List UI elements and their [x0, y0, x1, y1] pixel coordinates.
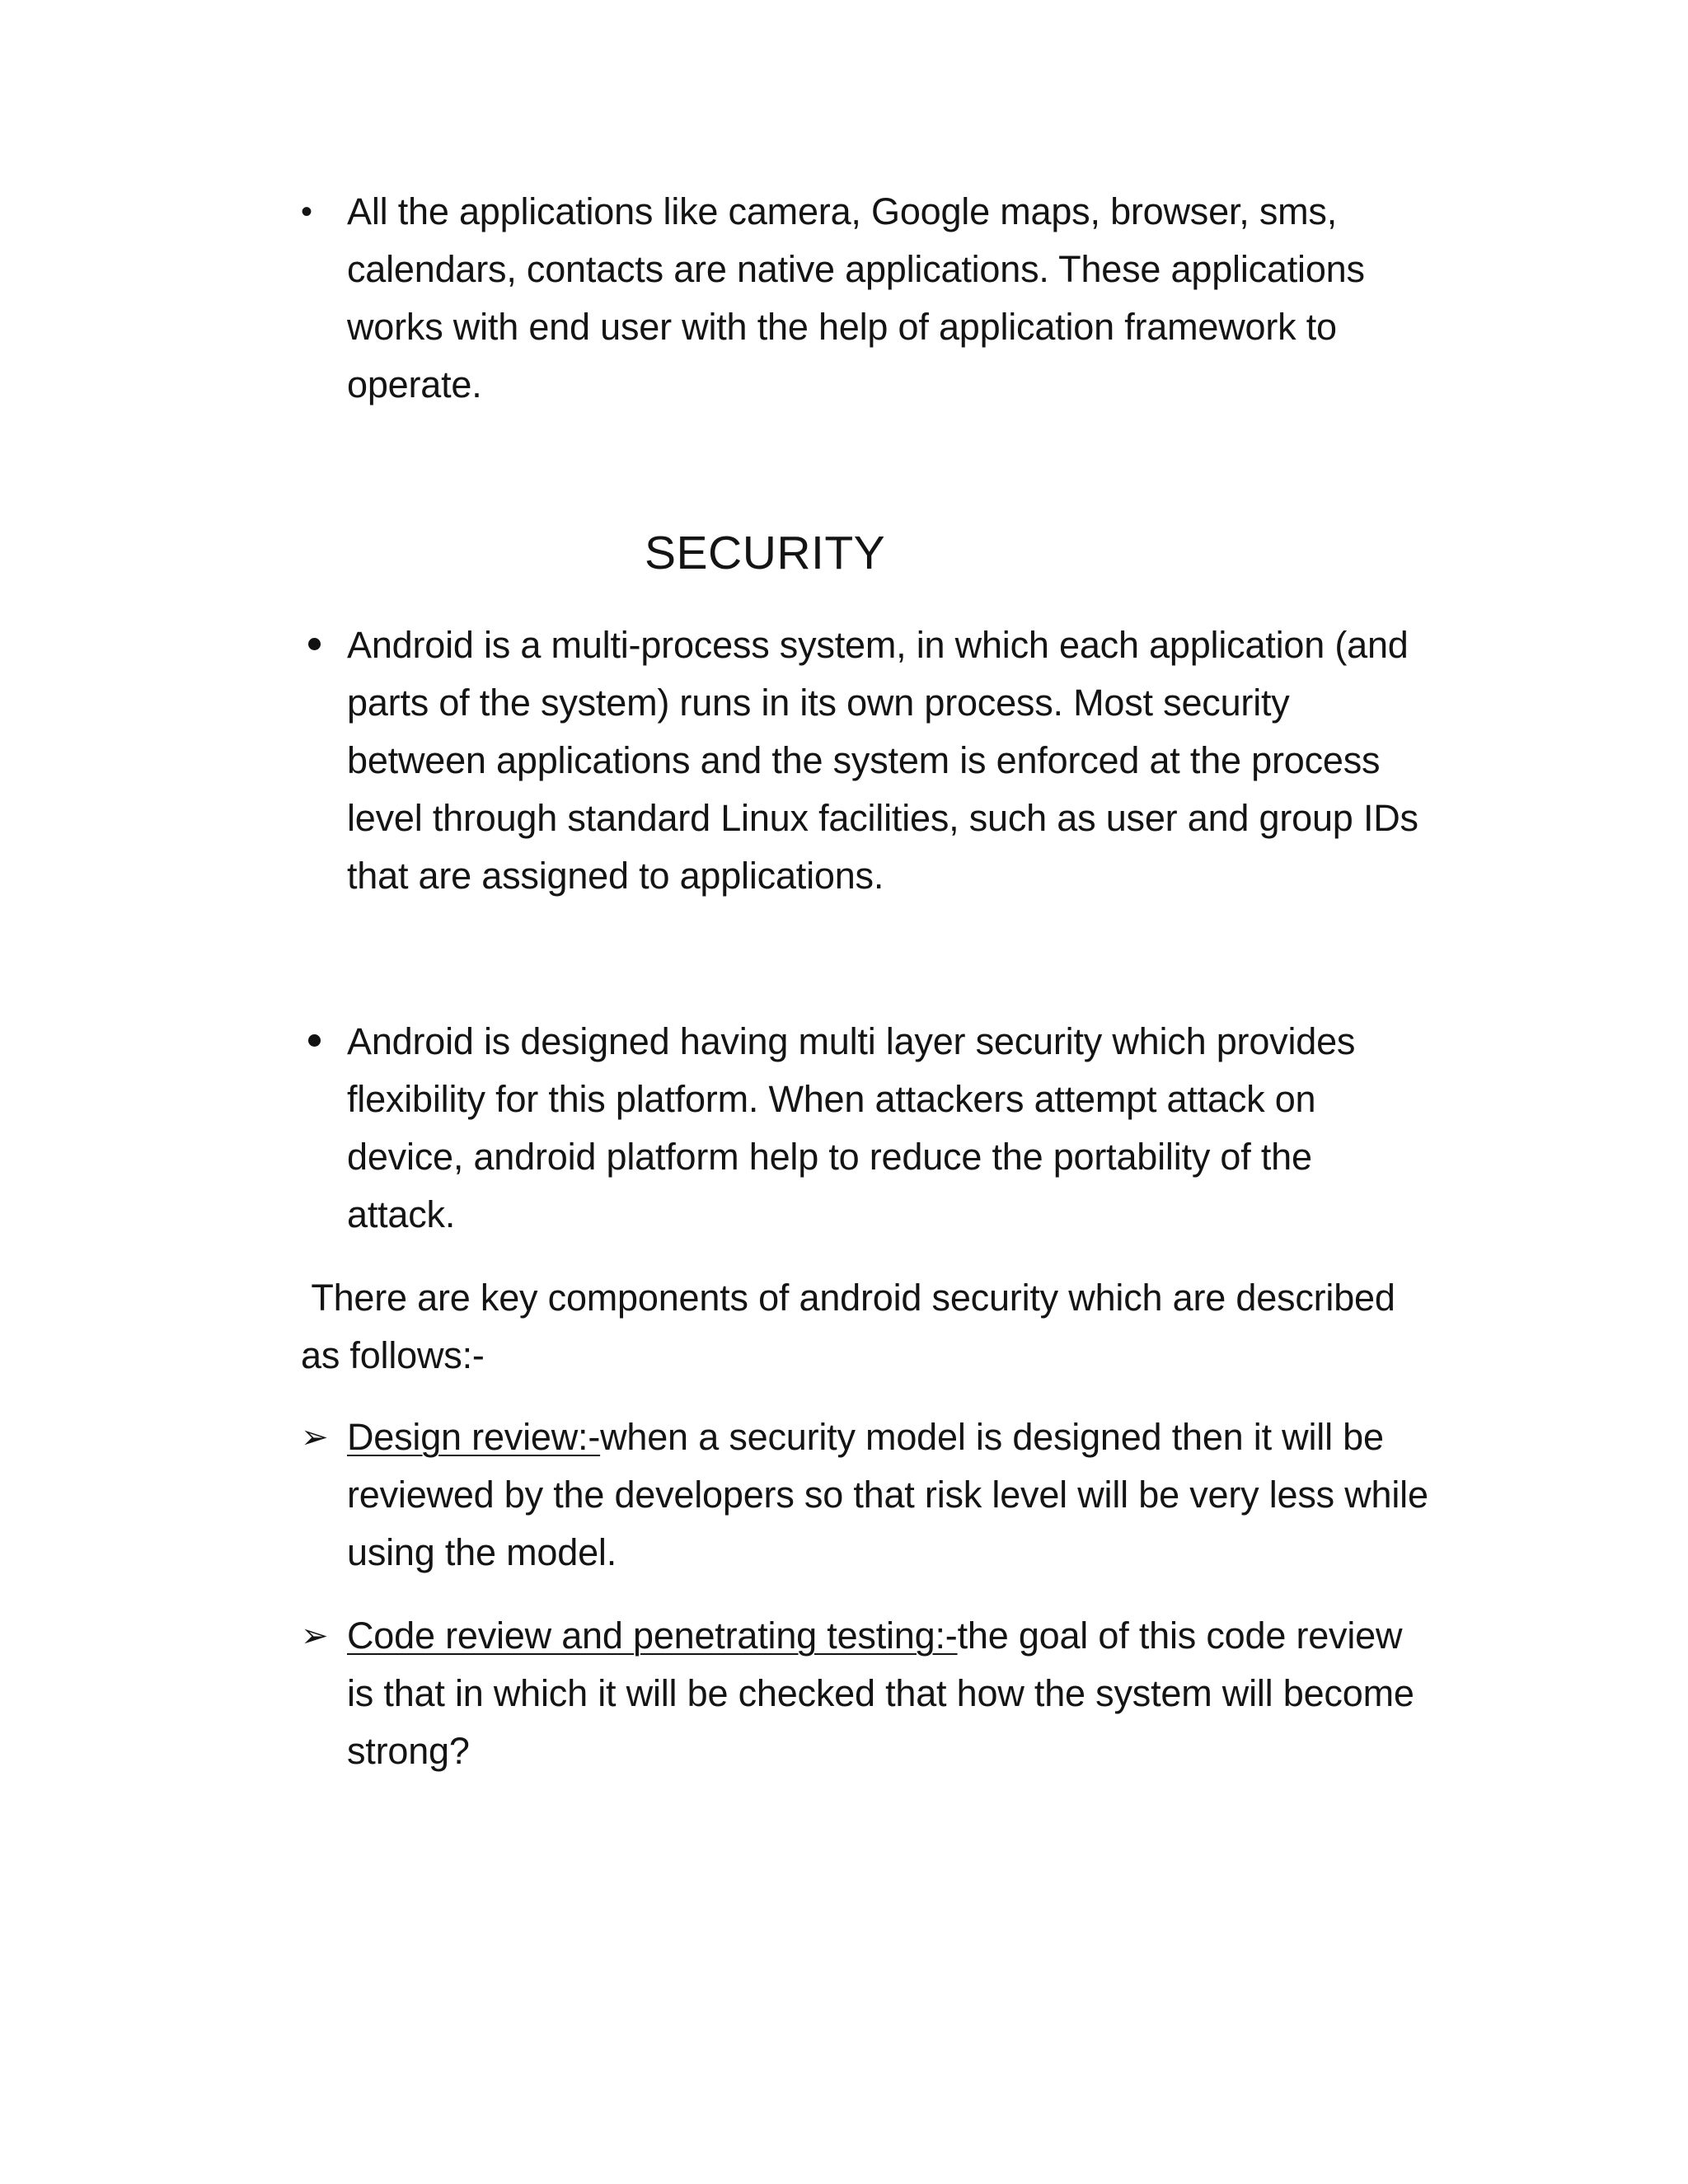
list-item-code-review — [301, 1607, 1430, 1780]
component-description: the goal of this code review is that in which it will be checked that how the system will become strong? — [347, 1615, 1414, 1772]
list-item-text: Android is a multi-process system, in which each application (and parts of the system) runs in its own process. Most security between applications and the system is enforced at the process level through standard Linux facilities, such as user and group IDs that are assigned to applications. — [347, 624, 1418, 897]
list-item-text — [347, 1408, 1430, 1582]
component-description: when a security model is designed then it will be reviewed by the developers so that risk level will be very less while using the model. — [347, 1416, 1428, 1573]
list-item-design-review — [301, 1408, 1430, 1582]
arrow-bullet-icon: ➢ — [301, 1617, 329, 1655]
list-item-multi-process — [301, 616, 1430, 905]
list-item-text: All the applications like camera, Google maps, browser, sms, calendars, contacts are native applications. These applications works with end user with the help of application framework to operate. — [347, 190, 1365, 405]
list-item-multi-layer — [301, 1013, 1430, 1244]
bullet-dot-icon — [308, 638, 321, 650]
bullet-marker: • — [301, 194, 313, 230]
list-item-native-apps — [301, 183, 1430, 414]
list-item-text: Android is designed having multi layer security which provides flexibility for this platform. When attackers attempt attack on device, android platform help to reduce the portability of the attack. — [347, 1020, 1356, 1235]
component-title: Design review:- — [347, 1416, 601, 1458]
component-title: Code review and penetrating testing:- — [347, 1615, 958, 1657]
arrow-bullet-icon: ➢ — [301, 1418, 329, 1456]
list-item-text — [347, 1607, 1430, 1780]
bullet-dot-icon — [308, 1034, 321, 1047]
key-components-paragraph: There are key components of android security which are described as follows:- — [301, 1277, 1406, 1376]
section-heading: SECURITY — [645, 527, 886, 579]
